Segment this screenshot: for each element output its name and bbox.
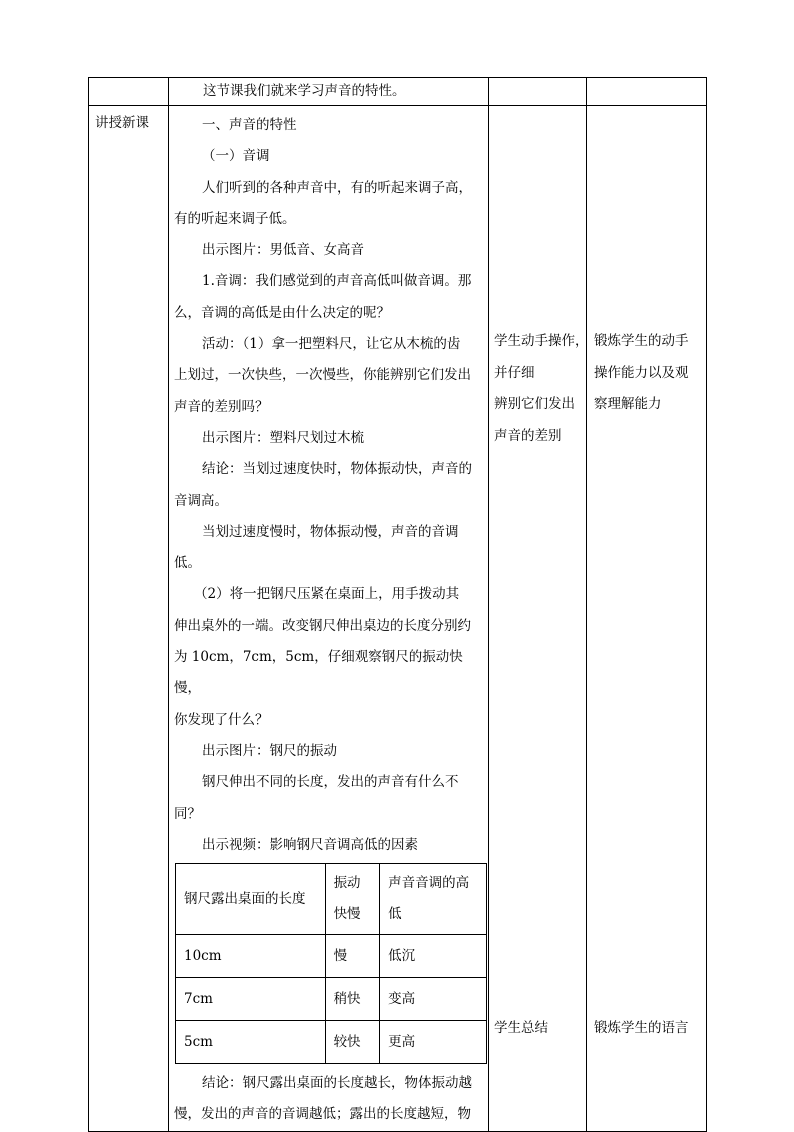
paragraph-text: 出示视频：影响钢尺音调高低的因素 <box>202 836 418 853</box>
paragraph-text: 伸出桌外的一端。改变钢尺伸出桌边的长度分别约 <box>174 617 471 634</box>
student-activity-cell <box>489 106 587 1132</box>
heading-sound-properties: 一、声音的特性 <box>202 117 297 133</box>
table-cell: 10cm <box>176 935 326 978</box>
table-header-cell: 振动快慢 <box>325 864 380 935</box>
table-cell: 稍快 <box>325 978 380 1021</box>
paragraph-text: 出示图片：男低音、女高音 <box>202 242 364 259</box>
table-cell: 7cm <box>176 978 326 1021</box>
paragraph-text: 结论：当划过速度快时，物体振动快，声音的 <box>202 461 472 478</box>
paragraph-text: 慢，发出的声音的音调越低；露出的长度越短，物 <box>174 1106 471 1123</box>
intro-text: 这节课我们就来学习声音的特性。 <box>203 83 406 99</box>
paragraph-text: 有的听起来调子低。 <box>174 210 296 227</box>
paragraph-text: 出示图片：钢尺的振动 <box>202 742 337 759</box>
student-activity-line: 学生动手操作， <box>494 333 589 349</box>
paragraph-text: 当划过速度慢时，物体振动慢，声音的音调低。 <box>174 523 459 572</box>
intro-intent-cell <box>587 78 707 106</box>
paragraph-text: 钢尺伸出不同的长度，发出的声音有什么不 <box>202 774 459 791</box>
student-activity-line: 辨别它们发出 <box>494 396 575 412</box>
paragraph-text: 活动：（1）拿一把塑料尺，让它从木梳的齿 <box>202 336 461 353</box>
section-label: 讲授新课 <box>95 115 149 131</box>
table-cell: 5cm <box>176 1021 326 1064</box>
content-cell <box>169 106 489 1132</box>
lecture-row <box>89 106 707 1132</box>
table-cell: 变高 <box>380 978 487 1021</box>
student-summary-text: 学生总结 <box>494 1020 548 1036</box>
table-row <box>176 978 487 1021</box>
design-intent-language: 锻炼学生的语言 <box>594 1020 689 1036</box>
intro-cell <box>169 78 489 106</box>
table-row <box>176 935 487 978</box>
heading-pitch: （一）音调 <box>202 148 270 165</box>
table-cell: 慢 <box>325 935 380 978</box>
student-activity-text <box>494 326 589 452</box>
paragraph-text: 声音的差别吗？ <box>174 398 269 415</box>
paragraph-text: （2）将一把钢尺压紧在桌面上，用手拨动其 <box>194 586 460 603</box>
design-intent-cell <box>587 106 707 1132</box>
design-intent-text <box>594 326 689 421</box>
paragraph-text: 结论：钢尺露出桌面的长度越长，物体振动越 <box>202 1075 472 1092</box>
lesson-content <box>169 106 488 1131</box>
table-header-cell: 声音音调的高低 <box>380 864 487 935</box>
table-cell: 较快 <box>325 1021 380 1064</box>
paragraph-text: 为 10cm，7cm，5cm，仔细观察钢尺的振动快慢， <box>174 649 463 697</box>
design-intent-line: 锻炼学生的动手 <box>594 333 689 349</box>
paragraph-text: 1.音调：我们感觉到的声音高低叫做音调。那 <box>202 273 472 290</box>
design-intent-line: 操作能力以及观 <box>594 364 689 381</box>
table-header-cell: 钢尺露出桌面的长度 <box>176 864 326 935</box>
intro-row <box>89 78 707 106</box>
lesson-plan-table <box>88 77 707 1132</box>
student-activity-line: 声音的差别 <box>494 427 562 444</box>
section-label-cell <box>89 106 169 1132</box>
table-cell: 更高 <box>380 1021 487 1064</box>
design-intent-line: 察理解能力 <box>594 396 662 412</box>
paragraph-text: 你发现了什么？ <box>174 711 269 728</box>
paragraph-text: 上划过，一次快些，一次慢些，你能辨别它们发出 <box>174 367 471 384</box>
intro-label-cell <box>89 78 169 106</box>
student-activity-line: 并仔细 <box>494 364 535 381</box>
paragraph-text: 同？ <box>174 805 201 822</box>
table-header-row <box>176 864 487 935</box>
intro-student-cell <box>489 78 587 106</box>
table-cell: 低沉 <box>380 935 487 978</box>
paragraph-text: 么，音调的高低是由什么决定的呢？ <box>174 304 390 321</box>
paragraph-text: 人们听到的各种声音中，有的听起来调子高， <box>202 179 472 196</box>
ruler-experiment-table <box>175 863 487 1064</box>
table-row <box>176 1021 487 1064</box>
paragraph-text: 出示图片：塑料尺划过木梳 <box>202 429 364 446</box>
paragraph-text: 音调高。 <box>174 492 228 509</box>
